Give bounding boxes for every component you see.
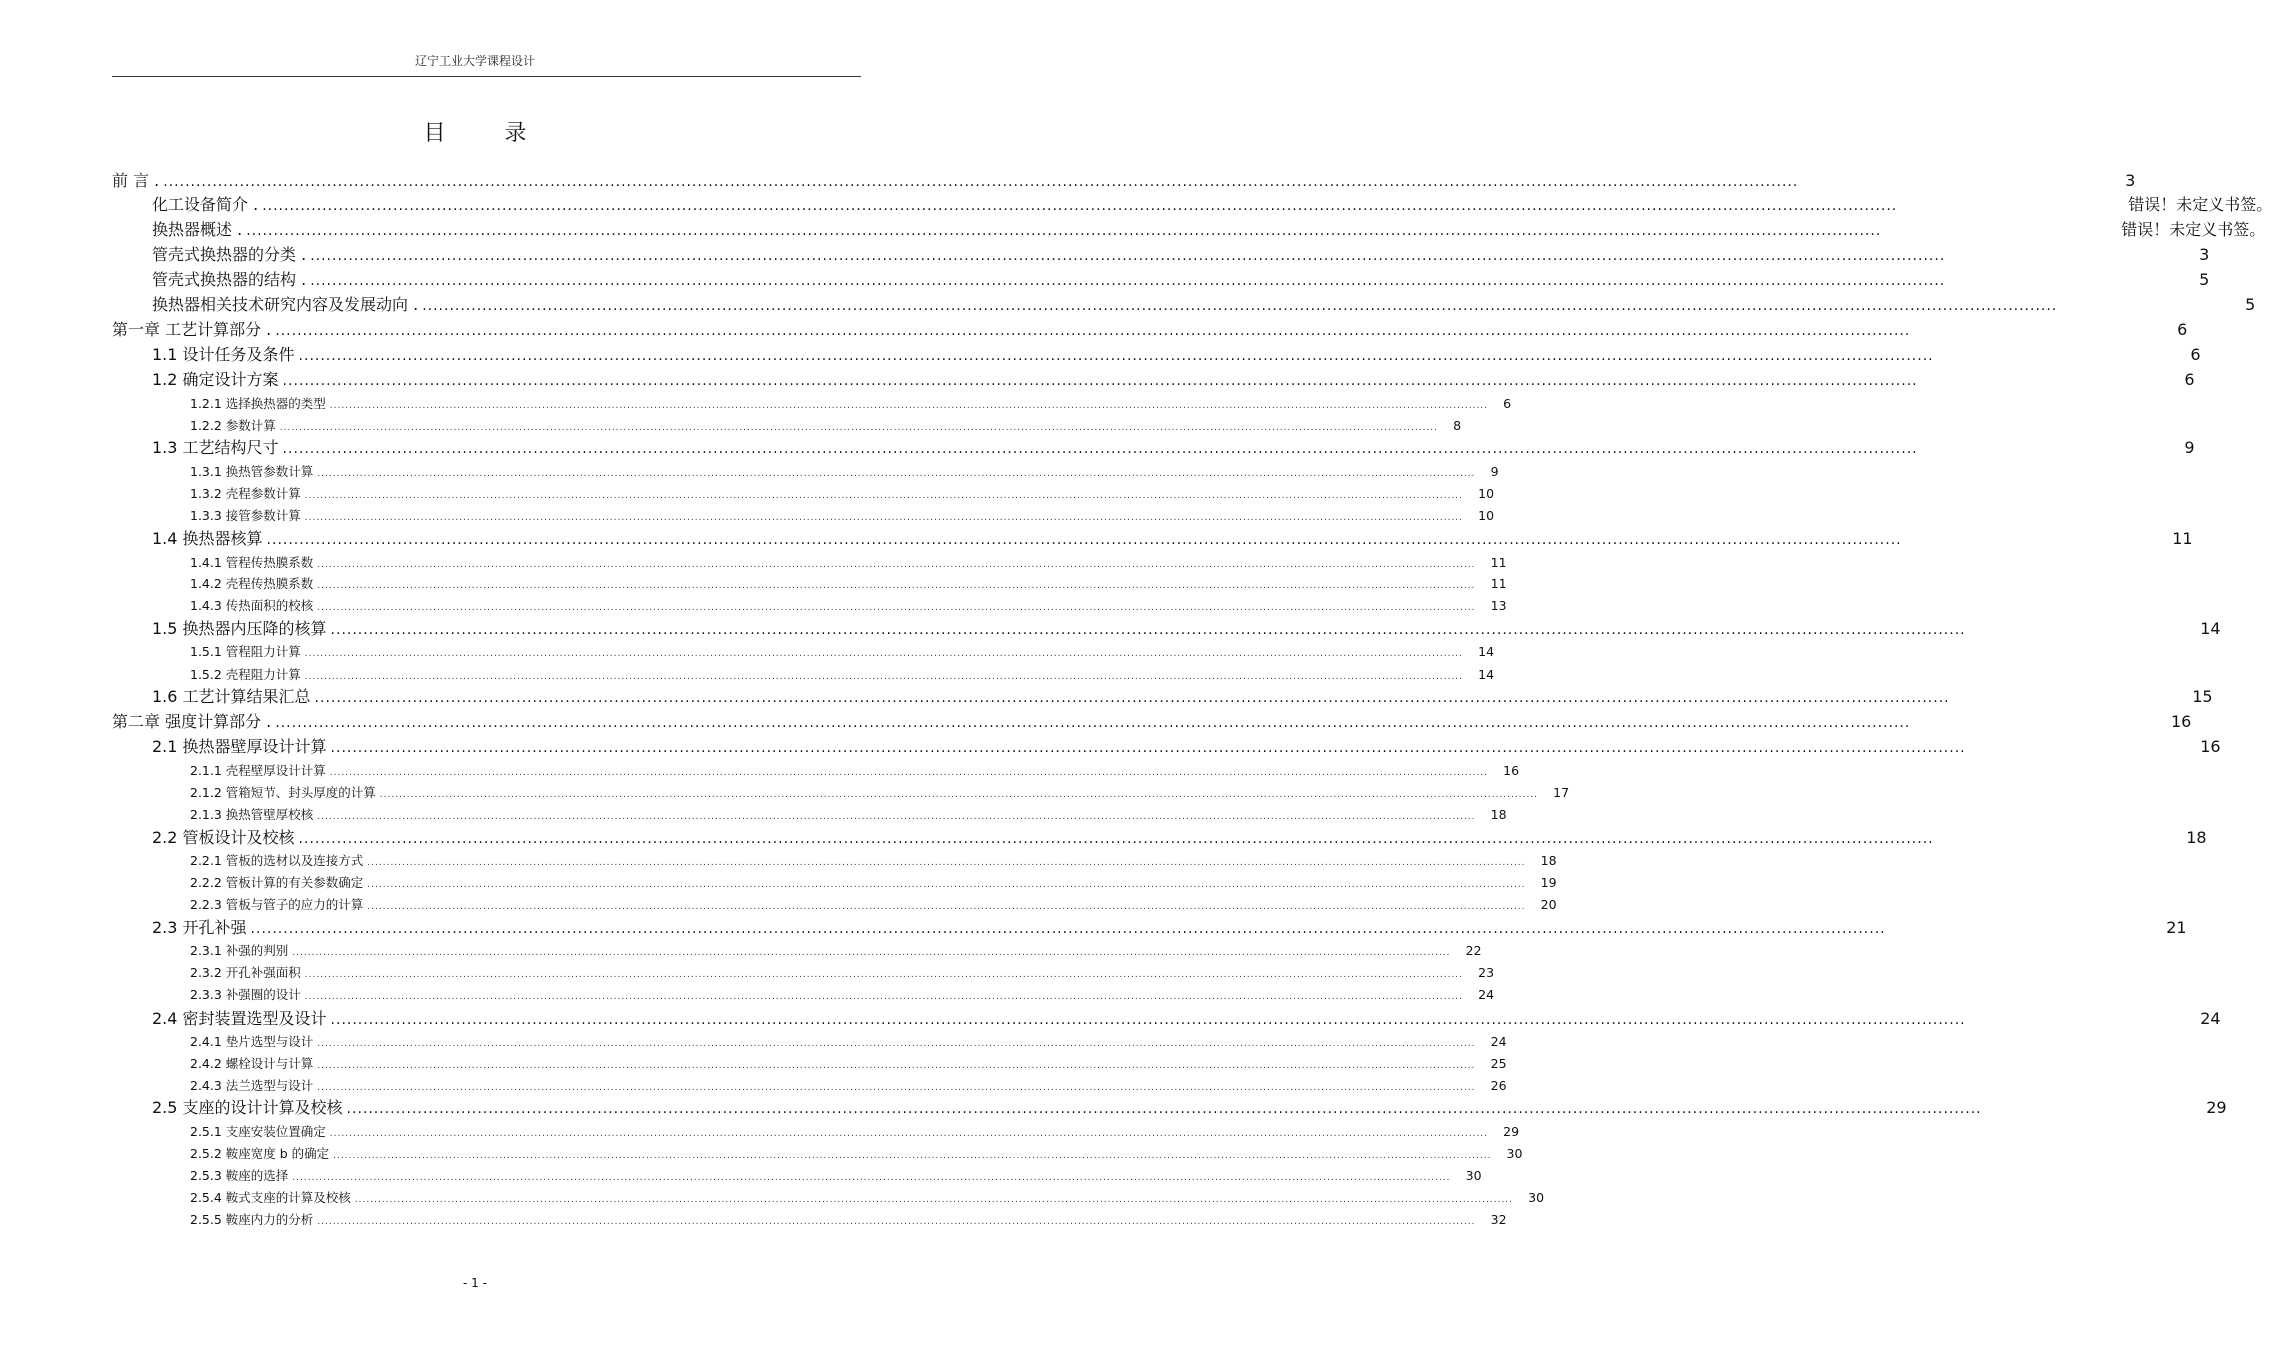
toc-entry[interactable] bbox=[190, 985, 1495, 1003]
toc-leader-dots: ............................................................................................................................................................................................................................................................................................................ bbox=[304, 671, 1464, 682]
toc-entry-page: 5 bbox=[2199, 270, 2210, 290]
toc-entry[interactable] bbox=[190, 873, 1557, 891]
toc-leader-dots: ............................................................................................................................................................................................................................................................................................................ bbox=[275, 323, 1911, 340]
toc-entry-page: 19 bbox=[1540, 874, 1557, 890]
toc-entry[interactable] bbox=[152, 292, 2256, 315]
toc-entry-page: 14 bbox=[1478, 643, 1495, 659]
toc-leader-dots: ............................................................................................................................................................................................................................................................................................................ bbox=[163, 174, 1799, 191]
toc-entry-label: 2.4 密封装置选型及设计 bbox=[152, 1009, 327, 1029]
toc-leader-dots: ............................................................................................................................................................................................................................................................................................................ bbox=[282, 373, 1918, 390]
toc-entry[interactable] bbox=[190, 1076, 1507, 1094]
toc-leader-dots: ............................................................................................................................................................................................................................................................................................................ bbox=[330, 622, 1966, 639]
toc-entry-label: 2.1.3 换热管壁厚校核 bbox=[190, 806, 314, 822]
toc-entry-page: 20 bbox=[1540, 896, 1557, 912]
toc-leader-dots: ............................................................................................................................................................................................................................................................................................................ bbox=[367, 879, 1526, 890]
toc-entry-label: 1.4.2 壳程传热膜系数 bbox=[190, 575, 314, 591]
toc-entry-label: 第一章 工艺计算部分 . bbox=[112, 320, 272, 340]
toc-leader-dots: ............................................................................................................................................................................................................................................................................................................ bbox=[304, 490, 1464, 501]
toc-entry-page: 3 bbox=[2199, 245, 2210, 265]
toc-entry[interactable] bbox=[152, 1006, 2221, 1029]
toc-entry[interactable] bbox=[190, 665, 1495, 683]
toc-entry-page: 25 bbox=[1490, 1055, 1507, 1071]
toc-leader-dots: ............................................................................................................................................................................................................................................................................................................ bbox=[379, 789, 1539, 800]
toc-entry-label: 2.3.3 补强圈的设计 bbox=[190, 986, 301, 1002]
toc-entry[interactable] bbox=[152, 342, 2201, 365]
toc-entry[interactable] bbox=[152, 242, 2210, 265]
toc-entry-label: 1.2.1 选择换热器的类型 bbox=[190, 395, 326, 411]
toc-leader-dots: ............................................................................................................................................................................................................................................................................................................ bbox=[422, 298, 2058, 315]
toc-entry[interactable] bbox=[190, 895, 1557, 913]
toc-entry-page: 26 bbox=[1490, 1077, 1507, 1093]
toc-entry-page: 15 bbox=[2192, 687, 2213, 707]
toc-entry[interactable] bbox=[152, 915, 2187, 938]
toc-entry-label: 换热器概述 . bbox=[152, 220, 243, 240]
toc-entry-label: 2.2 管板设计及校核 bbox=[152, 828, 295, 848]
toc-entry-page: 16 bbox=[2200, 737, 2221, 757]
toc-entry[interactable] bbox=[190, 963, 1495, 981]
toc-entry[interactable] bbox=[152, 616, 2221, 639]
toc-leader-dots: ............................................................................................................................................................................................................................................................................................................ bbox=[330, 1012, 1966, 1029]
toc-entry-label: 2.5 支座的设计计算及校核 bbox=[152, 1098, 343, 1118]
toc-entry-label: 1.4 换热器核算 bbox=[152, 529, 263, 549]
toc-entry-page: 6 bbox=[2190, 345, 2201, 365]
toc-entry[interactable] bbox=[152, 435, 2195, 458]
toc-entry-label: 2.4.1 垫片选型与设计 bbox=[190, 1033, 314, 1049]
toc-entry-page: 17 bbox=[1553, 784, 1570, 800]
toc-entry-page: 13 bbox=[1490, 597, 1507, 613]
toc-entry[interactable] bbox=[152, 825, 2207, 848]
toc-leader-dots: ............................................................................................................................................................................................................................................................................................................ bbox=[304, 648, 1464, 659]
toc-leader-dots: ............................................................................................................................................................................................................................................................................................................ bbox=[317, 1038, 1476, 1049]
toc-entry[interactable] bbox=[190, 574, 1507, 592]
toc-entry[interactable] bbox=[190, 394, 1512, 412]
toc-entry[interactable] bbox=[152, 734, 2221, 757]
toc-leader-dots: ............................................................................................................................................................................................................................................................................................................ bbox=[317, 1060, 1476, 1071]
toc-entry-label: 1.3.1 换热管参数计算 bbox=[190, 463, 314, 479]
toc-entry[interactable] bbox=[190, 941, 1482, 959]
toc-leader-dots: ............................................................................................................................................................................................................................................................................................................ bbox=[275, 715, 1911, 732]
toc-leader-dots: ............................................................................................................................................................................................................................................................................................................ bbox=[304, 991, 1464, 1002]
toc-entry-label: 2.3 开孔补强 bbox=[152, 918, 247, 938]
toc-entry[interactable] bbox=[190, 783, 1570, 801]
toc-leader-dots: ............................................................................................................................................................................................................................................................................................................ bbox=[317, 1082, 1476, 1093]
toc-entry-label: 2.4.2 螺栓设计与计算 bbox=[190, 1055, 314, 1071]
toc-leader-dots: ............................................................................................................................................................................................................................................................................................................ bbox=[250, 921, 1886, 938]
toc-entry[interactable] bbox=[190, 506, 1495, 524]
toc-leader-dots: ............................................................................................................................................................................................................................................................................................................ bbox=[282, 441, 1918, 458]
toc-entry-page: 10 bbox=[1478, 485, 1495, 501]
toc-leader-dots: ............................................................................................................................................................................................................................................................................................................ bbox=[329, 400, 1489, 411]
toc-title: 目 录 bbox=[423, 121, 553, 146]
toc-leader-dots: ............................................................................................................................................................................................................................................................................................................ bbox=[262, 198, 1898, 215]
toc-entry-page: 9 bbox=[1490, 463, 1499, 479]
toc-entry-page: 30 bbox=[1465, 1167, 1482, 1183]
toc-entry-label: 1.5.2 壳程阻力计算 bbox=[190, 666, 301, 682]
toc-entry-page: 24 bbox=[1490, 1033, 1507, 1049]
toc-leader-dots: ............................................................................................................................................................................................................................................................................................................ bbox=[317, 580, 1476, 591]
toc-entry-page: 18 bbox=[2186, 828, 2207, 848]
toc-entry[interactable] bbox=[152, 1095, 2227, 1118]
toc-entry-label: 2.1.1 壳程壁厚设计计算 bbox=[190, 762, 326, 778]
toc-entry-page: 22 bbox=[1465, 942, 1482, 958]
toc-entry-label: 2.2.1 管板的选材以及连接方式 bbox=[190, 852, 364, 868]
toc-entry-label: 1.2.2 参数计算 bbox=[190, 417, 276, 433]
toc-entry-page: 24 bbox=[1478, 986, 1495, 1002]
toc-entry-label: 1.3.3 接管参数计算 bbox=[190, 507, 301, 523]
toc-leader-dots: ............................................................................................................................................................................................................................................................................................................ bbox=[246, 223, 1882, 240]
toc-leader-dots: ............................................................................................................................................................................................................................................................................................................ bbox=[304, 969, 1464, 980]
toc-leader-dots: ............................................................................................................................................................................................................................................................................................................ bbox=[298, 348, 1934, 365]
toc-entry[interactable] bbox=[190, 1144, 1523, 1162]
toc-entry[interactable] bbox=[190, 805, 1507, 823]
toc-leader-dots: ............................................................................................................................................................................................................................................................................................................ bbox=[346, 1101, 1982, 1118]
toc-entry-label: 1.5 换热器内压降的核算 bbox=[152, 619, 327, 639]
page-number: - 1 - bbox=[463, 1276, 487, 1290]
toc-entry-label: 2.4.3 法兰选型与设计 bbox=[190, 1077, 314, 1093]
toc-entry-page: 3 bbox=[2125, 171, 2136, 191]
toc-leader-dots: ............................................................................................................................................................................................................................................................................................................ bbox=[266, 532, 1902, 549]
toc-entry-label: 2.1.2 管箱短节、封头厚度的计算 bbox=[190, 784, 376, 800]
toc-entry[interactable] bbox=[152, 684, 2213, 707]
toc-entry[interactable] bbox=[190, 416, 1462, 434]
toc-entry-page: 错误！未定义书签。 bbox=[2121, 220, 2266, 240]
toc-entry[interactable] bbox=[190, 1054, 1507, 1072]
toc-entry-page: 32 bbox=[1490, 1211, 1507, 1227]
toc-entry-label: 2.5.3 鞍座的选择 bbox=[190, 1167, 289, 1183]
toc-entry-label: 2.3.1 补强的判别 bbox=[190, 942, 289, 958]
toc-entry-label: 2.5.1 支座安装位置确定 bbox=[190, 1123, 326, 1139]
toc-entry[interactable] bbox=[190, 1032, 1507, 1050]
toc-leader-dots: ............................................................................................................................................................................................................................................................................................................ bbox=[354, 1194, 1514, 1205]
toc-entry-page: 10 bbox=[1478, 507, 1495, 523]
toc-entry-label: 管壳式换热器的分类 . bbox=[152, 245, 307, 265]
toc-entry-label: 2.2.2 管板计算的有关参数确定 bbox=[190, 874, 364, 890]
toc-leader-dots: ............................................................................................................................................................................................................................................................................................................ bbox=[298, 831, 1934, 848]
toc-leader-dots: ............................................................................................................................................................................................................................................................................................................ bbox=[279, 422, 1439, 433]
toc-entry-page: 18 bbox=[1540, 852, 1557, 868]
toc-leader-dots: ............................................................................................................................................................................................................................................................................................................ bbox=[310, 248, 1946, 265]
toc-leader-dots: ............................................................................................................................................................................................................................................................................................................ bbox=[333, 1150, 1492, 1161]
toc-entry[interactable] bbox=[190, 553, 1507, 571]
toc-entry-label: 2.5.5 鞍座内力的分析 bbox=[190, 1211, 314, 1227]
toc-entry-page: 30 bbox=[1506, 1145, 1523, 1161]
toc-leader-dots: ............................................................................................................................................................................................................................................................................................................ bbox=[367, 901, 1526, 912]
toc-entry-page: 18 bbox=[1490, 806, 1507, 822]
toc-leader-dots: ............................................................................................................................................................................................................................................................................................................ bbox=[330, 740, 1966, 757]
toc-leader-dots: ............................................................................................................................................................................................................................................................................................................ bbox=[292, 947, 1451, 958]
toc-entry[interactable] bbox=[152, 267, 2210, 290]
toc-entry-page: 6 bbox=[2184, 370, 2195, 390]
toc-entry-page: 29 bbox=[1503, 1123, 1520, 1139]
toc-entry[interactable] bbox=[190, 596, 1507, 614]
toc-entry[interactable] bbox=[190, 484, 1495, 502]
toc-entry[interactable] bbox=[112, 168, 2136, 191]
toc-leader-dots: ............................................................................................................................................................................................................................................................................................................ bbox=[317, 811, 1476, 822]
toc-entry[interactable] bbox=[190, 642, 1495, 660]
toc-entry-page: 16 bbox=[2170, 712, 2192, 732]
toc-entry-label: 第二章 强度计算部分 . bbox=[112, 712, 272, 732]
toc-entry-label: 1.4.3 传热面积的校核 bbox=[190, 597, 314, 613]
toc-entry-label: 1.6 工艺计算结果汇总 bbox=[152, 687, 311, 707]
toc-entry[interactable] bbox=[112, 709, 2192, 732]
toc-entry[interactable] bbox=[190, 1210, 1507, 1228]
toc-leader-dots: ............................................................................................................................................................................................................................................................................................................ bbox=[329, 767, 1489, 778]
toc-entry-page: 16 bbox=[1503, 762, 1520, 778]
toc-entry-page: 6 bbox=[1503, 395, 1512, 411]
toc-entry-page: 8 bbox=[1453, 417, 1462, 433]
toc-entry-label: 1.1 设计任务及条件 bbox=[152, 345, 295, 365]
toc-entry-label: 1.2 确定设计方案 bbox=[152, 370, 279, 390]
toc-leader-dots: ............................................................................................................................................................................................................................................................................................................ bbox=[329, 1128, 1489, 1139]
toc-entry-page: 11 bbox=[1490, 575, 1507, 591]
toc-entry-page: 6 bbox=[2177, 320, 2188, 340]
toc-entry-label: 2.2.3 管板与管子的应力的计算 bbox=[190, 896, 364, 912]
toc-entry-label: 2.5.2 鞍座宽度 b 的确定 bbox=[190, 1145, 330, 1161]
toc-entry-page: 21 bbox=[2166, 918, 2187, 938]
toc-entry[interactable] bbox=[190, 761, 1520, 779]
toc-entry-label: 1.4.1 管程传热膜系数 bbox=[190, 554, 314, 570]
toc-entry[interactable] bbox=[152, 526, 2193, 549]
toc-entry[interactable] bbox=[112, 317, 2188, 340]
toc-entry-label: 管壳式换热器的结构 . bbox=[152, 270, 307, 290]
toc-leader-dots: ............................................................................................................................................................................................................................................................................................................ bbox=[304, 512, 1464, 523]
toc-entry[interactable] bbox=[152, 217, 2266, 240]
toc-entry[interactable] bbox=[190, 1166, 1482, 1184]
toc-leader-dots: ............................................................................................................................................................................................................................................................................................................ bbox=[317, 1216, 1476, 1227]
toc-entry-page: 24 bbox=[2200, 1009, 2221, 1029]
toc-entry-label: 2.5.4 鞍式支座的计算及校核 bbox=[190, 1189, 351, 1205]
toc-entry-page: 11 bbox=[2172, 529, 2193, 549]
toc-entry-label: 1.5.1 管程阻力计算 bbox=[190, 643, 301, 659]
toc-entry-page: 11 bbox=[1490, 554, 1507, 570]
toc-entry-page: 30 bbox=[1528, 1189, 1545, 1205]
toc-entry[interactable] bbox=[152, 192, 2272, 215]
toc-entry-page: 错误！未定义书签。 bbox=[2128, 195, 2272, 215]
toc-entry-label: 1.3 工艺结构尺寸 bbox=[152, 438, 279, 458]
toc-entry-page: 9 bbox=[2184, 438, 2195, 458]
toc-entry-label: 化工设备简介 . bbox=[152, 195, 259, 215]
toc-entry-page: 29 bbox=[2206, 1098, 2227, 1118]
toc-entry-page: 14 bbox=[1478, 666, 1495, 682]
toc-entry[interactable] bbox=[190, 851, 1557, 869]
toc-leader-dots: ............................................................................................................................................................................................................................................................................................................ bbox=[317, 468, 1476, 479]
toc-entry-label: 换热器相关技术研究内容及发展动向 . bbox=[152, 295, 419, 315]
toc-leader-dots: ............................................................................................................................................................................................................................................................................................................ bbox=[314, 690, 1950, 707]
toc-entry-page: 23 bbox=[1478, 964, 1495, 980]
toc-leader-dots: ............................................................................................................................................................................................................................................................................................................ bbox=[310, 273, 1946, 290]
toc-entry[interactable] bbox=[190, 462, 1499, 480]
toc-entry-label: 1.3.2 壳程参数计算 bbox=[190, 485, 301, 501]
toc-entry-label: 2.1 换热器壁厚设计计算 bbox=[152, 737, 327, 757]
toc-entry[interactable] bbox=[152, 367, 2195, 390]
toc-entry[interactable] bbox=[190, 1122, 1520, 1140]
toc-entry-page: 14 bbox=[2200, 619, 2221, 639]
page-header: 辽宁工业大学课程设计 bbox=[414, 54, 535, 68]
toc-entry[interactable] bbox=[190, 1188, 1545, 1206]
toc-leader-dots: ............................................................................................................................................................................................................................................................................................................ bbox=[367, 857, 1526, 868]
toc-entry-label: 2.3.2 开孔补强面积 bbox=[190, 964, 301, 980]
toc-leader-dots: ............................................................................................................................................................................................................................................................................................................ bbox=[292, 1172, 1451, 1183]
toc-entry-page: 5 bbox=[2245, 295, 2256, 315]
toc-entry-label: 前 言 . bbox=[112, 171, 160, 191]
toc-leader-dots: ............................................................................................................................................................................................................................................................................................................ bbox=[317, 602, 1476, 613]
toc-leader-dots: ............................................................................................................................................................................................................................................................................................................ bbox=[317, 559, 1476, 570]
